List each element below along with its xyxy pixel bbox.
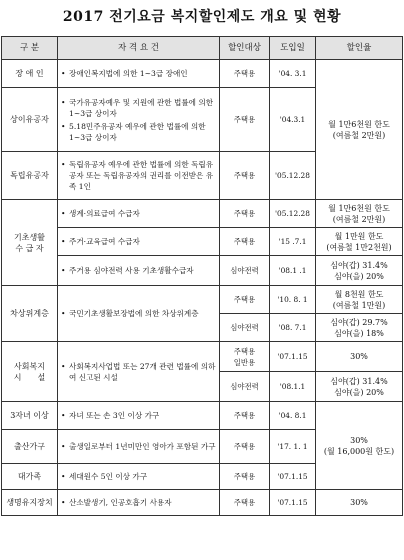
requirements-livelihood-2: • 주거·교육급여 수급자: [58, 228, 220, 256]
date-livelihood-1: '05.12.28: [270, 200, 316, 228]
requirements-livelihood-3: • 주거용 심야전력 사용 기초생활수급자: [58, 256, 220, 286]
table-row: [2, 490, 403, 516]
table-row: [2, 402, 403, 430]
requirements-large-family: • 세대원수 5인 이상 가구: [58, 464, 220, 490]
requirements-life-support: • 산소발생기, 인공호흡기 사용자: [58, 490, 220, 516]
rate-livelihood-2: 월 1만원 한도 (여름철 1만2천원): [316, 228, 403, 256]
target-merit: 주택용: [220, 88, 270, 152]
target-welfare-1: 주택용 일반용: [220, 342, 270, 372]
page-title: 2017 전기요금 복지할인제도 개요 및 현황: [62, 9, 342, 25]
date-merit: '04.3.1: [270, 88, 316, 152]
target-welfare-2: 심야전력: [220, 372, 270, 402]
date-large-family: '07.1.15: [270, 464, 316, 490]
date-near-poor-2: '08. 7.1: [270, 314, 316, 342]
header-date: 도입일: [270, 37, 316, 60]
category-three-children: 3자녀 이상: [2, 402, 58, 430]
category-near-poor: 차상위계층: [2, 286, 58, 342]
table-row: [2, 228, 403, 256]
target-life-support: 주택용: [220, 490, 270, 516]
rate-group2: 30% (월 16,000원 한도): [316, 402, 403, 490]
date-life-support: '07.1.15: [270, 490, 316, 516]
requirements-disabled: • 장애인복지법에 의한 1~3급 장애인: [58, 60, 220, 88]
requirements-independence: • 독립유공자 예우에 관한 법률에 의한 독립유공자 또는 독립유공자의 권리를 이전받은 유족 1인: [58, 152, 220, 200]
date-disabled: '04. 3.1: [270, 60, 316, 88]
rate-group1: 월 1만6천원 한도 (여름철 2만원): [316, 60, 403, 200]
requirements-livelihood-1: • 생계·의료급여 수급자: [58, 200, 220, 228]
table-row: [2, 256, 403, 286]
target-newborn: 주택용: [220, 430, 270, 464]
category-livelihood: 기초생활 수 급 자: [2, 200, 58, 286]
category-newborn: 출산가구: [2, 430, 58, 464]
table-row: [2, 60, 403, 88]
requirements-merit: • 국가유공자예우 및 지원에 관한 법률에 의한 1~3급 상이자 • 5.18민주유공자 예우에 관한 법률에 의한 1~3급 상이자: [58, 88, 220, 152]
category-welfare: 사회복지 시 설: [2, 342, 58, 402]
target-disabled: 주택용: [220, 60, 270, 88]
date-newborn: '17. 1. 1: [270, 430, 316, 464]
category-large-family: 대가족: [2, 464, 58, 490]
date-welfare-2: '08.1.1: [270, 372, 316, 402]
category-life-support: 생명유지장치: [2, 490, 58, 516]
target-livelihood-1: 주택용: [220, 200, 270, 228]
date-three-children: '04. 8.1: [270, 402, 316, 430]
rate-livelihood-3: 심야(갑) 31.4% 심야(을) 20%: [316, 256, 403, 286]
category-disabled: 장 애 인: [2, 60, 58, 88]
rate-welfare-1: 30%: [316, 342, 403, 372]
requirements-near-poor: • 국민기초생활보장법에 의한 차상위계층: [58, 286, 220, 342]
table-row: [2, 286, 403, 314]
rate-life-support: 30%: [316, 490, 403, 516]
date-livelihood-3: '08.1 .1: [270, 256, 316, 286]
target-livelihood-2: 주택용: [220, 228, 270, 256]
header-rate: 할인율: [316, 37, 403, 60]
header-requirements: 자 격 요 건: [58, 37, 220, 60]
date-welfare-1: '07.1.15: [270, 342, 316, 372]
rate-welfare-2: 심야(갑) 31.4% 심야(을) 20%: [316, 372, 403, 402]
requirements-newborn: • 출생일로부터 1년미만인 영아가 포함된 가구: [58, 430, 220, 464]
table-header-row: [2, 37, 403, 60]
target-three-children: 주택용: [220, 402, 270, 430]
date-livelihood-2: '15 .7.1: [270, 228, 316, 256]
date-near-poor-1: '10. 8. 1: [270, 286, 316, 314]
header-target: 할인대상: [220, 37, 270, 60]
requirements-three-children: • 자녀 또는 손 3인 이상 가구: [58, 402, 220, 430]
target-near-poor-1: 주택용: [220, 286, 270, 314]
target-large-family: 주택용: [220, 464, 270, 490]
rate-near-poor-2: 심야(갑) 29.7% 심야(을) 18%: [316, 314, 403, 342]
header-category: 구 분: [2, 37, 58, 60]
rate-near-poor-1: 월 8천원 한도 (여름철 1만원): [316, 286, 403, 314]
target-independence: 주택용: [220, 152, 270, 200]
target-near-poor-2: 심야전력: [220, 314, 270, 342]
target-livelihood-3: 심야전력: [220, 256, 270, 286]
rate-livelihood-1: 월 1만6천원 한도 (여름철 2만원): [316, 200, 403, 228]
table-row: [2, 200, 403, 228]
category-independence: 독립유공자: [2, 152, 58, 200]
table-row: [2, 342, 403, 372]
requirements-welfare: • 사회복지사업법 또는 27개 관련 법률에 의하여 신고된 시설: [58, 342, 220, 402]
category-merit: 상이유공자: [2, 88, 58, 152]
welfare-discount-table: [1, 36, 403, 516]
date-independence: '05.12.28: [270, 152, 316, 200]
